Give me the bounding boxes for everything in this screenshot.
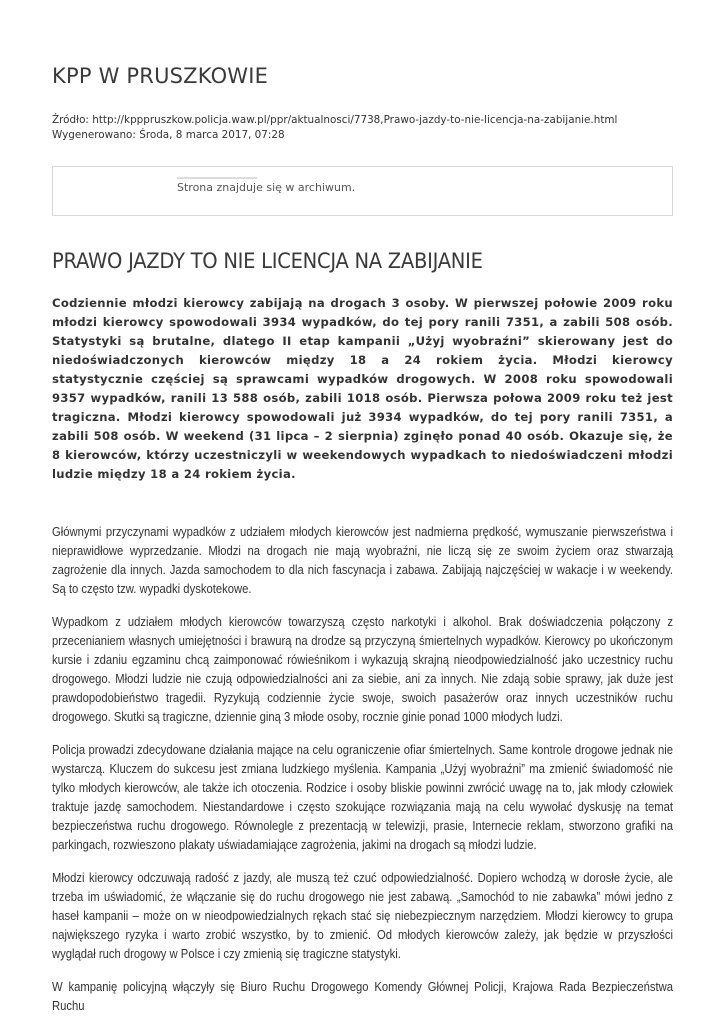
generated-line: Wygenerowano: Środa, 8 marca 2017, 07:28 — [52, 129, 285, 141]
archive-notice-box — [52, 166, 673, 216]
article-paragraph: W kampanię policyjną włączyły się Biuro Ruchu Drogowego Komendy Głównej Policji, Krajowa Rada Bezpieczeństwa Ruchu — [52, 980, 673, 1013]
archive-notice-text: Strona znajduje się w archiwum. — [177, 181, 356, 194]
article-paragraph: Policja prowadzi zdecydowane działania mające na celu ograniczenie ofiar śmiertelnych. Same kontrole drogowe jednak nie wystarczą. Kluczem do sukcesu jest zmiana ludzkiego myślenia. Kampania „Użyj wyobraźni” ma zmienić świadomość nie tylko młodych kierowców, ale także ich otoczenia. Rodzice i osoby bliskie powinni zwrócić uwagę na to, jak młody człowiek traktuje jazdę samochodem. Niestandardowe i często szokujące rozwiązania mają na celu wywołać dyskusję na temat bezpieczeństwa ruchu drogowego. Równolegle z prezentacją w telewizji, prasie, Internecie reklam, stworzono grafiki na parkingach, rozwieszono plakaty uświadamiające zagrożenia, jakimi na drogach są młodzi ludzie. — [52, 743, 673, 852]
article-paragraph: Głównymi przyczynami wypadków z udziałem młodych kierowców jest nadmierna prędkość, wymuszanie pierwszeństwa i nieprawidłowe wyprzedzanie. Młodzi na drogach nie mają wyobraźni, nie liczą się ze swoim życiem oraz stwarzają zagrożenie dla innych. Jazda samochodem to dla nich fascynacja i zabawa. Zabijają najczęściej w wakacje i w weekendy. Są to często tzw. wypadki dyskotekowe. — [52, 525, 673, 596]
article-body — [52, 523, 673, 1016]
document-meta — [52, 113, 673, 143]
archive-divider — [177, 177, 257, 179]
site-title: KPP W PRUSZKOWIE — [52, 64, 269, 88]
article-paragraph: Młodzi kierowcy odczuwają radość z jazdy, ale muszą też czuć odpowiedzialność. Dopiero wchodzą w dorosłe życie, ale trzeba im uświadomić, że włączanie się do ruchu drogowego nie jest zabawą. „Samochód to nie zabawka” mówi jedno z haseł kampanii – może on w nieodpowiedzialnych rękach stać się niebezpiecznym narzędziem. Młodzi kierowcy to grupa największego ryzyka i warto zrobić wszystko, by to zmienić. Od młodych kierowców zależy, jak będzie w przyszłości wyglądał ruch drogowy w Polsce i czy zmienią się tragiczne statystyki. — [52, 871, 673, 961]
source-line: Źródło: http://kpppruszkow.policja.waw.pl/ppr/aktualnosci/7738,Prawo-jazdy-to-nie-licencja-na-zabijanie.html — [52, 114, 618, 126]
article-lead: Codziennie młodzi kierowcy zabijają na drogach 3 osoby. W pierwszej połowie 2009 roku młodzi kierowcy spowodowali 3934 wypadków, do tej pory ranili 7351, a zabili 508 osób. Statystyki są brutalne, dlatego II etap kampanii „Użyj wyobraźni” skierowany jest do niedoświadczonych kierowców między 18 a 24 rokiem życia. Młodzi kierowcy statystycznie częściej są sprawcami wypadków drogowych. W 2008 roku spowodowali 9357 wypadków, ranili 13 588 osób, zabili 1018 osób. Pierwsza połowa 2009 roku też jest tragiczna. Młodzi kierowcy spowodowali już 3934 wypadków, do tej pory ranili 7351, a zabili 508 osób. W weekend (31 lipca – 2 sierpnia) zginęło ponad 40 osób. Okazuje się, że 8 kierowców, którzy uczestniczyli w weekendowych wypadkach to niedoświadczeni młodzi ludzie między 18 a 24 rokiem życia. — [52, 296, 673, 481]
article-title: PRAWO JAZDY TO NIE LICENCJA NA ZABIJANIE — [52, 249, 483, 273]
article-paragraph: Wypadkom z udziałem młodych kierowców towarzyszą często narkotyki i alkohol. Brak doświadczenia połączony z przecenianiem własnych umiejętności i brawurą na drodze są przyczyną śmiertelnych wypadków. Kierowcy po ukończonym kursie i zdaniu egzaminu chcą zaimponować rówieśnikom i wykazują skrajną nieodpowiedzialność jako uczestnicy ruchu drogowego. Młodzi ludzie nie czują odpowiedzialności ani za siebie, ani za innych. Nie zdają sobie sprawy, jak duże jest prawdopodobieństwo tragedii. Ryzykują codziennie życie swoje, swoich pasażerów oraz innych uczestników ruchu drogowego. Skutki są tragiczne, dziennie giną 3 młode osoby, rocznie ginie ponad 1000 młodych ludzi. — [52, 615, 673, 724]
